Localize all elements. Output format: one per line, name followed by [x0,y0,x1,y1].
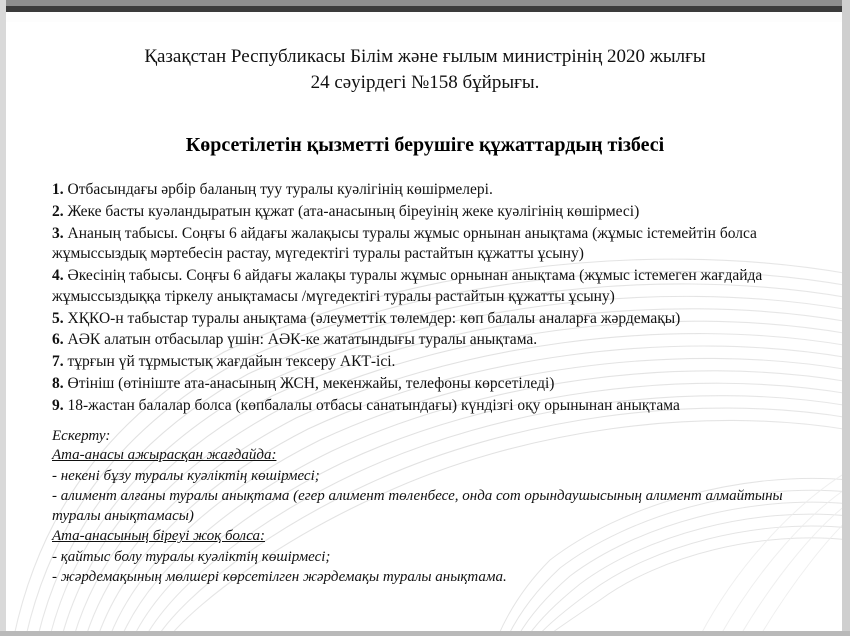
list-item-number: 9. [52,396,64,414]
list-item-number: 4. [52,267,64,285]
list-item-text: Ананың табысы. Соңғы 6 айдағы жалақысы туралы жұмыс орнынан анықтама (жұмыс істемейтін болса жұмыссыздық мәртебесін растау, мүгедектігі туралы растайтын құжатты ұсыну) [52,224,757,263]
list-item-number: 1. [52,181,64,198]
list-item-number: 6. [52,331,64,349]
list-item-text: Отбасындағы әрбір баланың туу туралы куәлігінің көшірмелері. [67,181,493,198]
order-reference [60,44,790,95]
list-item [52,330,812,351]
page-title: Көрсетілетін қызметті берушіге құжаттардың тізбесі [185,134,665,156]
list-item-text: АӘК алатын отбасылар үшін: АӘК-ке жататындығы туралы анықтама. [67,331,538,349]
list-item-text: ХҚКО-н табыстар туралы анықтама (әлеуметтік төлемдер: көп балалы аналарға жәрдемақы) [67,309,681,327]
list-item [52,396,812,417]
notes-subheading-divorced: Ата-анасы ажырасқан жағдайда: [52,447,277,463]
list-item [52,309,812,330]
list-item-text: Өтініш (өтініште ата-анасының ЖСН, мекенжайы, телефоны көрсетіледі) [67,374,555,392]
document-list [52,180,812,417]
list-item-text: тұрғын үй тұрмыстық жағдайын тексеру АКТ-ісі. [67,353,396,371]
list-item [52,374,812,395]
notes-line-death-certificate: - қайтыс болу туралы куәліктің көшірмесі; [52,549,331,566]
list-item [52,352,812,373]
list-item-number: 5. [52,309,64,327]
list-item-number: 3. [52,224,64,242]
list-item-text: 18-жастан балалар болса (көпбалалы отбасы санатындағы) күндізгі оқу орынынан анықтама [67,396,680,414]
notes-subheading-single-parent: Ата-анасының біреуі жоқ болса: [52,528,265,545]
order-reference-line-1: Қазақстан Республикасы Білім және ғылым министрінің 2020 жылғы [144,46,706,67]
notes-line-benefit-amount: - жәрдемақының мөлшері көрсетілген жәрдемақы туралы анықтама. [52,569,507,586]
list-item-text: Жеке басты куәландыратын құжат (ата-анасының біреуінің жеке куәлігінің көшірмесі) [67,202,640,220]
list-item [52,224,812,266]
list-item [52,202,812,223]
notes-heading: Ескерту: [52,428,111,444]
list-item [52,180,812,201]
list-item [52,266,812,308]
list-item-number: 8. [52,374,64,392]
list-item-number: 7. [52,353,64,371]
order-reference-line-2: 24 сәуірдегі №158 бұйрығы. [310,71,540,93]
notes-section [52,428,812,587]
list-item-text: Әкесінің табысы. Соңғы 6 айдағы жалақы туралы жұмыс орнынан анықтама (жұмыс істемеген жағдайда жұмыссыздыққа тіркелу анықтамасы /мүгедектігі туралы растайтын құжатты ұсыну) [52,267,763,305]
list-item-number: 2. [52,202,64,220]
notes-line-alimony: - алимент алғаны туралы анықтама (егер алимент төленбесе, онда сот орындаушысының алимент алмайтыны туралы анықтамасы) [52,488,783,525]
notes-line-divorce-certificate: - некені бұзу туралы куәліктің көшірмесі; [52,468,320,484]
